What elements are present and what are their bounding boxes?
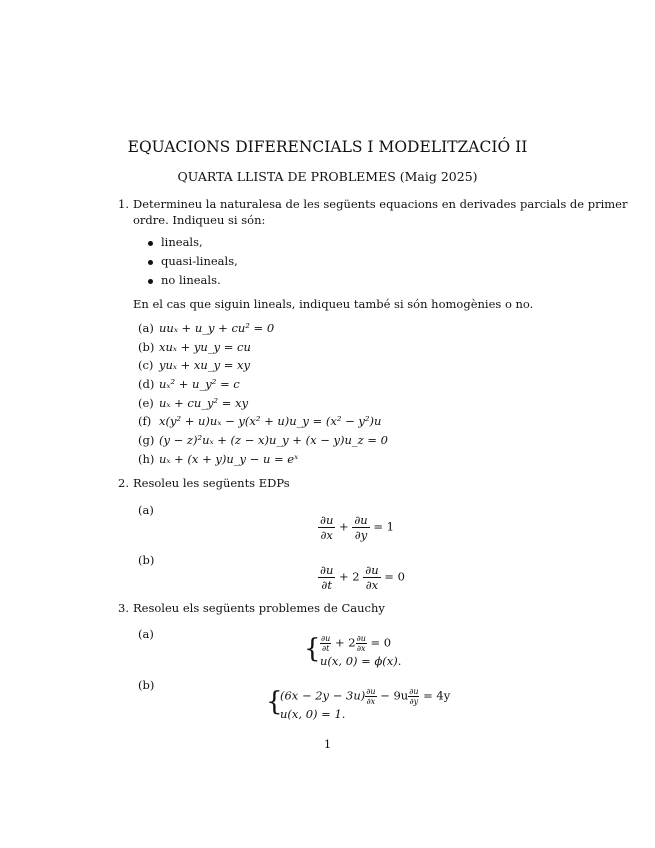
equation-2b: $\frac{\partial u}{\partial t}$ + 2 $\frac{\partial u}{\partial x}$ = 0 <box>320 563 405 592</box>
problem-1-intro-line1: Determineu la naturalesa de les següents equacions en derivades parcials de primer <box>133 197 628 211</box>
item-label: (e) <box>138 396 154 410</box>
bullet-icon <box>148 241 153 246</box>
item-label: (d) <box>138 377 155 391</box>
bullet-item <box>148 272 221 289</box>
fraction: $\frac{\partial u}{\partial t}$ <box>320 563 334 592</box>
item-equation: x(y² + u)uₓ − y(x² + u)u_y = (x² − y²)u <box>159 414 382 428</box>
fraction: $\frac{\partial u}{\partial x}$ <box>365 563 379 592</box>
item-label: (a) <box>138 321 154 335</box>
fraction: $\frac{\partial u}{\partial t}$ <box>321 634 331 653</box>
bullet-text: quasi-lineals, <box>161 254 238 268</box>
left-brace-icon: { <box>266 687 283 717</box>
cauchy-a-line2: u(x, 0) = ϕ(x). <box>320 654 402 668</box>
problem-3-intro: Resoleu els següents problemes de Cauchy <box>133 601 385 615</box>
fraction: $\frac{\partial u}{\partial x}$ <box>366 687 376 706</box>
item-label: (b) <box>138 553 155 567</box>
bullet-icon <box>148 279 153 284</box>
item-equation: uₓ + cu_y² = xy <box>159 396 249 410</box>
item-label: (c) <box>138 358 154 372</box>
item-equation: (y − z)²uₓ + (z − x)u_y + (x − y)u_z = 0 <box>159 433 388 447</box>
bullet-item <box>148 234 203 251</box>
item-label: (a) <box>138 627 154 641</box>
item-equation: yuₓ + xu_y = xy <box>159 358 251 372</box>
problem-1-number: 1. <box>118 197 129 211</box>
item-label: (g) <box>138 433 155 447</box>
cauchy-a-line1: $\frac{\partial u}{\partial t}$ + 2 $\frac{\partial u}{\partial x}$ = 0 <box>321 634 392 653</box>
item-label: (b) <box>138 340 155 354</box>
item-equation: uuₓ + u_y + cu² = 0 <box>159 321 275 335</box>
item-label: (b) <box>138 678 155 692</box>
item-equation: uₓ + (x + y)u_y − u = eˣ <box>159 452 299 466</box>
problem-2-number: 2. <box>118 476 129 490</box>
left-brace-icon: { <box>304 634 321 664</box>
problem-2-intro: Resoleu les següents EDPs <box>133 476 290 490</box>
fraction: $\frac{\partial u}{\partial x}$ <box>320 513 334 542</box>
document-title: EQUACIONS DIFERENCIALS I MODELITZACIÓ II <box>127 138 528 156</box>
page-number: 1 <box>323 737 332 751</box>
bullet-text: lineals, <box>161 235 203 249</box>
problem-3-number: 3. <box>118 601 129 615</box>
document-subtitle: QUARTA LLISTA DE PROBLEMES (Maig 2025) <box>177 169 478 184</box>
item-equation: uₓ² + u_y² = c <box>159 377 240 391</box>
bullet-text: no lineals. <box>161 273 221 287</box>
problem-1-intro-line2: ordre. Indiqueu si són: <box>133 213 266 227</box>
problem-1-note: En el cas que siguin lineals, indiqueu també si són homogènies o no. <box>133 297 534 311</box>
cauchy-b-line1: (6x − 2y − 3u) $\frac{\partial u}{\partial x}$ − 9u $\frac{\partial u}{\partial y}$ = 4y <box>280 687 451 706</box>
item-equation: xuₓ + yu_y = cu <box>159 340 251 354</box>
item-label: (f) <box>138 414 152 428</box>
equation-2a: $\frac{\partial u}{\partial x}$ + $\frac{\partial u}{\partial y}$ = 1 <box>320 513 394 542</box>
bullet-item <box>148 253 238 270</box>
fraction: $\frac{\partial u}{\partial y}$ <box>409 687 419 706</box>
bullet-icon <box>148 260 153 265</box>
cauchy-b-line2: u(x, 0) = 1. <box>280 707 346 721</box>
fraction: $\frac{\partial u}{\partial x}$ <box>356 634 366 653</box>
item-label: (h) <box>138 452 155 466</box>
fraction: $\frac{\partial u}{\partial y}$ <box>354 513 368 542</box>
item-label: (a) <box>138 503 154 517</box>
